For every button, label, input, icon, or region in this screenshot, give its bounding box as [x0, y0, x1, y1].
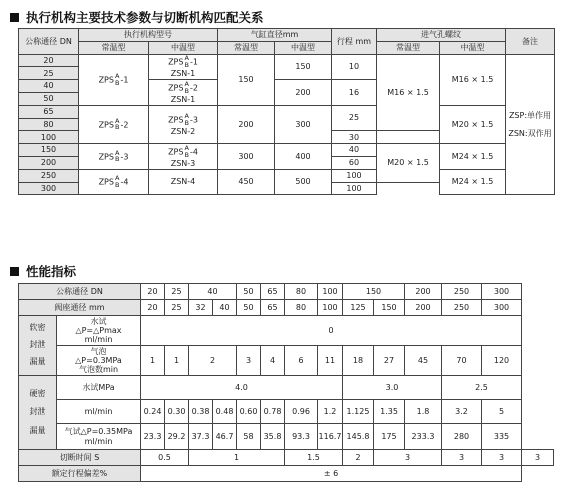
soft-gas-cell: 45	[405, 346, 442, 376]
dn-cell: 65	[261, 284, 285, 300]
actuator-medium-g3: ZPS A B -4 ZSN-3	[149, 144, 218, 170]
cut-cell: 0.5	[141, 450, 189, 466]
dn-cell: 300	[19, 182, 79, 195]
stroke-cell: 60	[332, 156, 377, 169]
cylinder-medium-g1b: 200	[275, 80, 332, 106]
header-dn: 公称通径 DN	[19, 29, 79, 55]
soft-water-value: 0	[141, 316, 522, 346]
soft-gas-cell: 18	[343, 346, 374, 376]
section2-title-text: 性能指标	[26, 264, 77, 279]
port-medium-g4: M24 × 1.5	[440, 169, 506, 195]
soft-gas-cell: 6	[285, 346, 318, 376]
remark-cell: ZSP:单作用 ZSN:双作用	[506, 54, 555, 195]
soft-gas-cell: 1	[141, 346, 165, 376]
square-bullet-icon	[10, 267, 19, 276]
seat-cell: 250	[442, 300, 482, 316]
hard-gas-cell: 93.3	[285, 424, 318, 450]
hard-ml-cell: 1.125	[343, 400, 374, 424]
dn-cell: 40	[189, 284, 237, 300]
dn-cell: 25	[19, 67, 79, 80]
hard-ml-label: ml/min	[57, 400, 141, 424]
seat-cell: 80	[285, 300, 318, 316]
actuator-normal-g4: ZPS A B -4	[79, 169, 149, 195]
hard-ml-cell: 0.96	[285, 400, 318, 424]
hard-gas-cell: 58	[237, 424, 261, 450]
hard-gas-cell: 233.3	[405, 424, 442, 450]
seat-cell: 100	[318, 300, 343, 316]
dn-cell: 65	[19, 105, 79, 118]
dn-cell: 25	[165, 284, 189, 300]
header-cylinder: 气缸直径mm	[218, 29, 332, 42]
seat-cell: 25	[165, 300, 189, 316]
header-cylinder-medium: 中温型	[275, 41, 332, 54]
hard-seal-label: 硬密 封泄 漏量	[19, 376, 57, 450]
soft-gas-cell: 2	[189, 346, 237, 376]
hard-ml-cell: 3.2	[442, 400, 482, 424]
hard-water-cell: 2.5	[442, 376, 522, 400]
hard-ml-cell: 1.8	[405, 400, 442, 424]
square-bullet-icon	[10, 13, 19, 22]
actuator-medium-g4: ZSN-4	[149, 169, 218, 195]
hard-gas-cell: 37.3	[189, 424, 213, 450]
cylinder-normal-g1: 150	[218, 54, 275, 105]
dn-cell: 20	[19, 54, 79, 67]
dn-cell: 250	[19, 169, 79, 182]
soft-gas-cell: 3	[237, 346, 261, 376]
cylinder-normal-g4: 450	[218, 169, 275, 195]
seat-cell: 300	[482, 300, 522, 316]
actuator-medium-g1a: ZPS A B -1 ZSN-1	[149, 54, 218, 80]
dn-cell: 200	[19, 156, 79, 169]
cut-cell: 1.5	[285, 450, 343, 466]
stroke-cell: 40	[332, 144, 377, 157]
dn-cell: 150	[343, 284, 405, 300]
seat-cell: 150	[374, 300, 405, 316]
dn-cell: 50	[19, 92, 79, 105]
dn-cell: 80	[285, 284, 318, 300]
hard-gas-cell: 280	[442, 424, 482, 450]
seat-cell: 50	[237, 300, 261, 316]
actuator-normal-g3: ZPS A B -3	[79, 144, 149, 170]
cut-cell: 3	[522, 450, 554, 466]
soft-gas-cell: 11	[318, 346, 343, 376]
soft-gas-cell: 120	[482, 346, 522, 376]
hard-ml-cell: 0.24	[141, 400, 165, 424]
stroke-cell: 30	[332, 131, 377, 144]
seat-cell: 65	[261, 300, 285, 316]
dn-cell: 250	[442, 284, 482, 300]
hard-gas-cell: 46.7	[213, 424, 237, 450]
cut-cell: 2	[343, 450, 374, 466]
port-medium-g2: M20 × 1.5	[440, 105, 506, 143]
hard-gas-cell: 35.8	[261, 424, 285, 450]
header-remark: 备注	[506, 29, 555, 55]
label-seat: 阀座通径 mm	[19, 300, 141, 316]
dn-cell: 150	[19, 144, 79, 157]
dn-cell: 300	[482, 284, 522, 300]
cut-cell: 3	[482, 450, 522, 466]
stroke-cell: 100	[332, 182, 377, 195]
cut-cell: 3	[374, 450, 442, 466]
dn-cell: 200	[405, 284, 442, 300]
hard-ml-cell: 0.38	[189, 400, 213, 424]
section2-title	[10, 262, 76, 280]
seat-cell: 125	[343, 300, 374, 316]
header-cylinder-normal: 常温型	[218, 41, 275, 54]
section1-title	[10, 8, 264, 26]
dn-cell: 100	[19, 131, 79, 144]
cut-cell: 3	[442, 450, 482, 466]
hard-water-cell: 4.0	[141, 376, 343, 400]
actuator-normal-g2: ZPS A B -2	[79, 105, 149, 143]
port-normal-g1: M16 × 1.5	[377, 54, 440, 131]
label-dn: 公称通径 DN	[19, 284, 141, 300]
port-medium-g1: M16 × 1.5	[440, 54, 506, 105]
hard-ml-cell: 5	[482, 400, 522, 424]
port-medium-g3: M24 × 1.5	[440, 144, 506, 170]
seat-cell: 200	[405, 300, 442, 316]
dn-cell: 80	[19, 118, 79, 131]
soft-gas-cell: 4	[261, 346, 285, 376]
seat-cell: 32	[189, 300, 213, 316]
seat-cell: 20	[141, 300, 165, 316]
hard-ml-cell: 1.35	[374, 400, 405, 424]
header-actuator-medium: 中温型	[149, 41, 218, 54]
section1-title-text: 执行机构主要技术参数与切断机构匹配关系	[26, 10, 264, 25]
seat-cell: 40	[213, 300, 237, 316]
header-port-medium: 中温型	[440, 41, 506, 54]
cylinder-medium-g3: 400	[275, 144, 332, 170]
soft-gas-cell: 70	[442, 346, 482, 376]
soft-gas-cell: 27	[374, 346, 405, 376]
dn-cell: 40	[19, 80, 79, 93]
hard-gas-cell: 23.3	[141, 424, 165, 450]
hard-ml-cell: 1.2	[318, 400, 343, 424]
soft-water-label: 水试 △P=△Pmax ml/min	[57, 316, 141, 346]
header-stroke: 行程 mm	[332, 29, 377, 55]
hard-ml-cell: 0.48	[213, 400, 237, 424]
hard-gas-label: 气试△P=0.35MPa ml/min	[57, 424, 141, 450]
cylinder-medium-g1a: 150	[275, 54, 332, 80]
cylinder-normal-g2: 200	[218, 105, 275, 143]
stroke-cell: 100	[332, 169, 377, 182]
cylinder-medium-g2: 300	[275, 105, 332, 143]
matching-table	[18, 28, 555, 195]
label-deviation: 额定行程偏差%	[19, 466, 141, 482]
actuator-medium-g1b: ZPS A B -2 ZSN-1	[149, 80, 218, 106]
actuator-medium-g2: ZPS A B -3 ZSN-2	[149, 105, 218, 143]
performance-table	[18, 283, 554, 482]
hard-ml-cell: 0.60	[237, 400, 261, 424]
soft-gas-label: 气泡 △P=0.3MPa 气泡数min	[57, 346, 141, 376]
hard-gas-cell: 116.7	[318, 424, 343, 450]
label-cut-time: 切断时间 S	[19, 450, 141, 466]
hard-water-cell: 3.0	[343, 376, 442, 400]
header-actuator-normal: 常温型	[79, 41, 149, 54]
header-port: 进气孔螺纹	[377, 29, 506, 42]
header-port-normal: 常温型	[377, 41, 440, 54]
hard-ml-cell: 0.78	[261, 400, 285, 424]
hard-gas-cell: 335	[482, 424, 522, 450]
dn-cell: 20	[141, 284, 165, 300]
header-actuator: 执行机构型号	[79, 29, 218, 42]
cylinder-medium-g4: 500	[275, 169, 332, 195]
stroke-cell: 25	[332, 105, 377, 131]
cylinder-normal-g3: 300	[218, 144, 275, 170]
port-normal-g2: M20 × 1.5	[377, 144, 440, 182]
soft-gas-cell: 1	[165, 346, 189, 376]
stroke-cell: 16	[332, 80, 377, 106]
hard-gas-cell: 175	[374, 424, 405, 450]
hard-water-label: 水试MPa	[57, 376, 141, 400]
hard-gas-cell: 145.8	[343, 424, 374, 450]
actuator-normal-g1: ZPS A B -1	[79, 54, 149, 105]
hard-gas-cell: 29.2	[165, 424, 189, 450]
soft-seal-label: 软密 封泄 漏量	[19, 316, 57, 376]
deviation-value: ± 6	[141, 466, 522, 482]
stroke-cell: 10	[332, 54, 377, 80]
cut-cell: 1	[189, 450, 285, 466]
dn-cell: 100	[318, 284, 343, 300]
dn-cell: 50	[237, 284, 261, 300]
hard-ml-cell: 0.30	[165, 400, 189, 424]
